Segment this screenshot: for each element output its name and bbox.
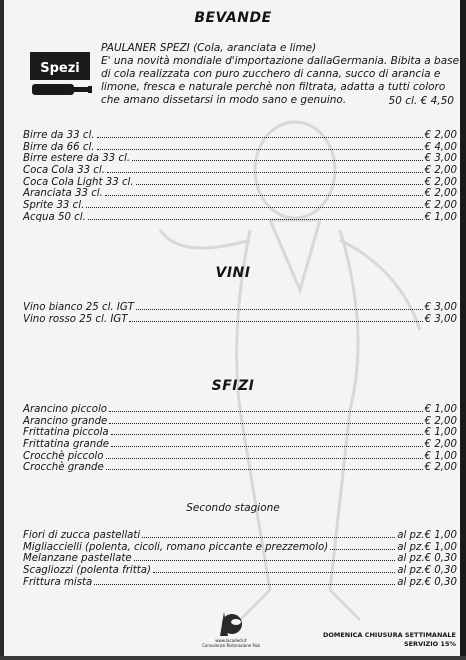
menu-item-price: € 2,00: [424, 188, 457, 200]
dot-leader: [142, 537, 395, 538]
dot-leader: [106, 469, 423, 470]
menu-row: [23, 404, 457, 416]
service-charge-note: SERVIZIO 15%: [403, 640, 456, 648]
dot-leader: [107, 172, 423, 173]
dot-leader: [129, 321, 422, 322]
menu-row: [23, 462, 457, 474]
dot-leader: [111, 446, 423, 447]
dot-leader: [111, 434, 423, 435]
menu-item-name: Aranciata 33 cl.: [23, 188, 103, 200]
menu-row: [23, 177, 457, 189]
menu-row: [23, 565, 457, 577]
menu-item-price: € 3,00: [424, 302, 457, 313]
dot-leader: [109, 423, 422, 424]
promo-line-1: E' una novità mondiale d'importazione dallaGermania. Bibita a base: [101, 55, 460, 67]
menu-item-name: Coca Cola 33 cl.: [23, 165, 105, 177]
menu-item-price: € 1,00: [424, 211, 457, 223]
menu-item-name: Vino rosso 25 cl. IGT: [23, 313, 128, 325]
dot-leader: [136, 184, 423, 185]
menu-row: [23, 153, 457, 165]
menu-item-name: Arancino piccolo: [23, 404, 108, 415]
footer-caption-line-2: Consulenze Ristorazione Pub: [202, 643, 260, 648]
menu-item-price: € 2,00: [424, 176, 457, 188]
menu-item-price: € 2,00: [424, 439, 457, 451]
section-title-vini: VINI: [215, 265, 251, 281]
menu-row: [23, 416, 457, 428]
menu-row: [23, 188, 457, 200]
menu-item-price: € 2,00: [424, 415, 457, 427]
menu-row: [23, 130, 457, 142]
menu-item-price: € 2,00: [424, 165, 457, 177]
promo-price: 50 cl. € 4,50: [388, 95, 454, 107]
dot-leader: [132, 160, 423, 161]
spezi-logo-text: Spezi: [40, 61, 80, 76]
scan-edge-left: [0, 0, 4, 660]
dot-leader: [330, 549, 395, 550]
menu-item-name: Fiori di zucca pastellati: [23, 530, 141, 541]
section-title-sfizi: SFIZI: [211, 378, 255, 394]
menu-item-name: Melanzane pastellate: [23, 553, 132, 565]
menu-item-price: € 1,00: [424, 427, 457, 439]
bevande-list: [23, 130, 457, 224]
promo-line-4: che amano dissetarsi in modo sano e genuino.: [101, 94, 347, 106]
menu-row: [23, 553, 457, 565]
menu-row: [23, 200, 457, 212]
menu-item-name: Frittura mista: [23, 576, 93, 588]
dot-leader: [88, 219, 423, 220]
menu-row: [23, 212, 457, 224]
menu-item-price: € 2,00: [424, 200, 457, 212]
menu-item-price: al pz.€ 0,30: [397, 576, 457, 588]
promo-title: PAULANER SPEZI (Cola, aranciata e lime): [101, 42, 317, 54]
footer-caption: [196, 638, 266, 648]
dot-leader: [97, 137, 423, 138]
menu-item-name: Sprite 33 cl.: [23, 200, 85, 212]
menu-item-name: Acqua 50 cl.: [23, 211, 86, 223]
menu-row: [23, 314, 457, 326]
sfizi-list: [23, 404, 457, 474]
menu-item-name: Coca Cola Light 33 cl.: [23, 176, 134, 188]
dot-leader: [105, 195, 423, 196]
menu-item-name: Arancino grande: [23, 415, 108, 427]
footer-caption-line-1: www.lacadedi.it: [215, 638, 247, 643]
menu-item-name: Vino bianco 25 cl. IGT: [23, 302, 135, 313]
menu-item-price: € 1,00: [424, 450, 457, 462]
menu-item-price: € 3,00: [424, 153, 457, 165]
section-title-bevande: BEVANDE: [194, 10, 272, 26]
vini-list: [23, 302, 457, 325]
menu-row: [23, 451, 457, 463]
menu-item-price: al pz.€ 1,00: [397, 530, 457, 541]
menu-item-name: Scagliozzi (polenta fritta): [23, 565, 151, 577]
scan-edge-bottom: [0, 656, 466, 660]
menu-item-name: Birre da 33 cl.: [23, 130, 95, 141]
menu-row: [23, 577, 457, 589]
menu-item-name: Birre da 66 cl.: [23, 141, 95, 153]
menu-item-name: Crocchè grande: [23, 462, 104, 474]
menu-item-price: al pz.€ 0,30: [397, 553, 457, 565]
dot-leader: [136, 309, 423, 310]
menu-row: [23, 142, 457, 154]
menu-item-price: € 4,00: [424, 141, 457, 153]
menu-item-price: € 3,00: [424, 313, 457, 325]
menu-item-price: al pz.€ 1,00: [397, 541, 457, 553]
menu-item-name: Frittatina grande: [23, 439, 109, 451]
menu-item-price: € 2,00: [424, 462, 457, 474]
menu-row: [23, 427, 457, 439]
closing-day-note: DOMENICA CHIUSURA SETTIMANALE: [322, 631, 456, 639]
menu-row: [23, 302, 457, 314]
menu-item-name: Frittatina piccola: [23, 427, 109, 439]
footer-note: [296, 631, 456, 649]
menu-item-name: Birre estere da 33 cl.: [23, 153, 131, 165]
dot-leader: [97, 149, 423, 150]
menu-item-price: € 2,00: [424, 130, 457, 141]
spezi-bottle-logo: [30, 46, 94, 100]
dot-leader: [134, 560, 396, 561]
dot-leader: [109, 411, 423, 412]
dot-leader: [94, 584, 395, 585]
menu-item-name: Migliaccielli (polenta, cicoli, romano piccante e prezzemolo): [23, 541, 329, 553]
dot-leader: [153, 572, 395, 573]
menu-item-name: Crocchè piccolo: [23, 450, 104, 462]
dot-leader: [106, 458, 423, 459]
stagione-list: [23, 530, 457, 588]
menu-row: [23, 530, 457, 542]
menu-row: [23, 165, 457, 177]
menu-item-price: al pz.€ 0,30: [397, 565, 457, 577]
promo-line-2: di cola realizzata con puro zucchero di canna, succo di arancia e: [101, 68, 441, 80]
menu-row: [23, 542, 457, 554]
menu-item-price: € 1,00: [424, 404, 457, 415]
promo-line-3: limone, fresca e naturale perchè non filtrata, adatta a tutti coloro: [101, 81, 446, 93]
dot-leader: [86, 207, 422, 208]
menu-row: [23, 439, 457, 451]
stagione-subtitle: Secondo stagione: [186, 502, 280, 514]
